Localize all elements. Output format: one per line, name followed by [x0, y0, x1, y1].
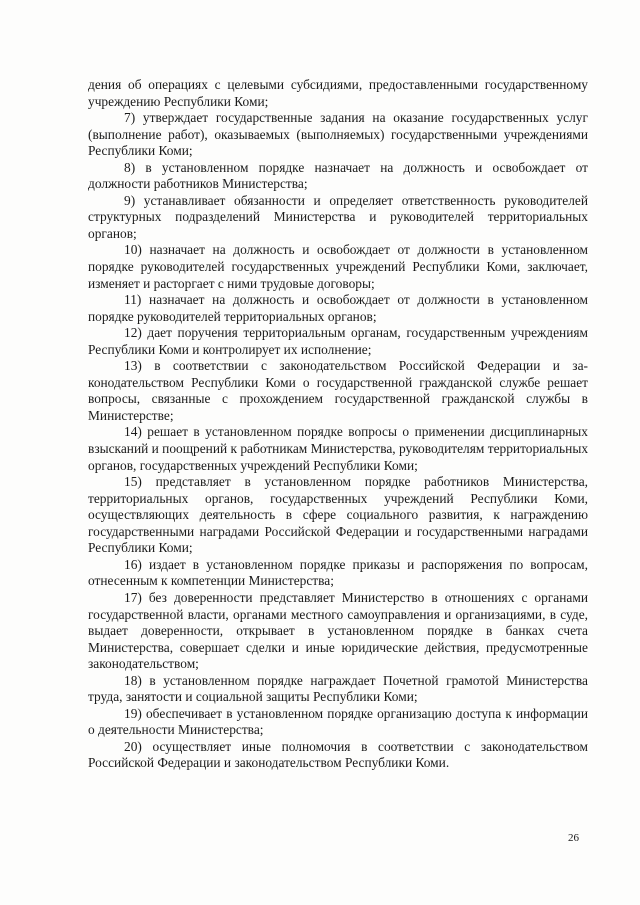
paragraph-item-15: 15) представляет в установленном порядке работников Министерства, территориальных органов, государственных учреждений Республики Коми, осуществляющих деятельность в сфере социального развития, к награждению государственными наградами Российской Федерации и государственными наградами Республики Коми;	[88, 474, 588, 556]
paragraph-item-18: 18) в установленном порядке награждает Почетной грамотой Министерства труда, занятости и социальной защиты Республики Коми;	[88, 672, 588, 705]
paragraph-item-16: 16) издает в установленном порядке приказы и распоряжения по вопросам, отнесенным к компетенции Министерства;	[88, 556, 588, 589]
paragraph-item-7: 7) утверждает государственные задания на оказание государственных услуг (выполнение работ), оказываемых (выполняемых) государственными учреждениями Республики Коми;	[88, 110, 588, 159]
paragraph-item-9: 9) устанавливает обязанности и определяет ответственность руководителей структурных подразделений Министерства и руководителей территориальных органов;	[88, 192, 588, 241]
paragraph-item-12: 12) дает поручения территориальным органам, государственным учреждениям Республики Коми и контролирует их исполнение;	[88, 325, 588, 357]
paragraph-item-17: 17) без доверенности представляет Министерство в отношениях с органами государственной власти, органами местного самоуправления и организациями, в суде, выдает доверенности, открывает в установленном порядке в банках счета Министерства, совершает сделки и иные юридические действия, предусмотренные законодательством;	[88, 589, 588, 672]
paragraph-item-19: 19) обеспечивает в установленном порядке организацию доступа к информации о деятельности Министерства;	[88, 705, 588, 738]
paragraph-item-13: 13) в соответствии с законодательством Российской Федерации и законодательством Республики Коми о государственной гражданской службе решает вопросы, связанные с прохождением государственной гражданской службы в Министерстве;	[88, 358, 588, 423]
paragraph-item-14: 14) решает в установленном порядке вопросы о применении дисциплинарных взысканий и поощрений к работникам Министерства, руководителям территориальных органов, государственных учреждений Республики Коми;	[88, 424, 589, 473]
paragraph-continuation: дения об операциях с целевыми субсидиями, предоставленными государственному учреждению Республики Коми;	[88, 77, 588, 109]
paragraph-item-20: 20) осуществляет иные полномочия в соответствии с законодательством Российской Федерации и законодательством Республики Коми.	[88, 738, 588, 771]
page-number: 26	[568, 832, 579, 844]
paragraph-item-11: 11) назначает на должность и освобождает от должности в установленном порядке руководителей территориальных органов;	[88, 292, 588, 324]
paragraph-item-8: 8) в установленном порядке назначает на должность и освобождает от должности работников Министерства;	[88, 159, 588, 192]
document-body	[88, 77, 588, 772]
paragraph-item-10: 10) назначает на должность и освобождает от должности в установленном порядке руководителей государственных учреждений Республики Коми, заключает, изменяет и расторгает с ними трудовые договоры;	[88, 242, 588, 291]
